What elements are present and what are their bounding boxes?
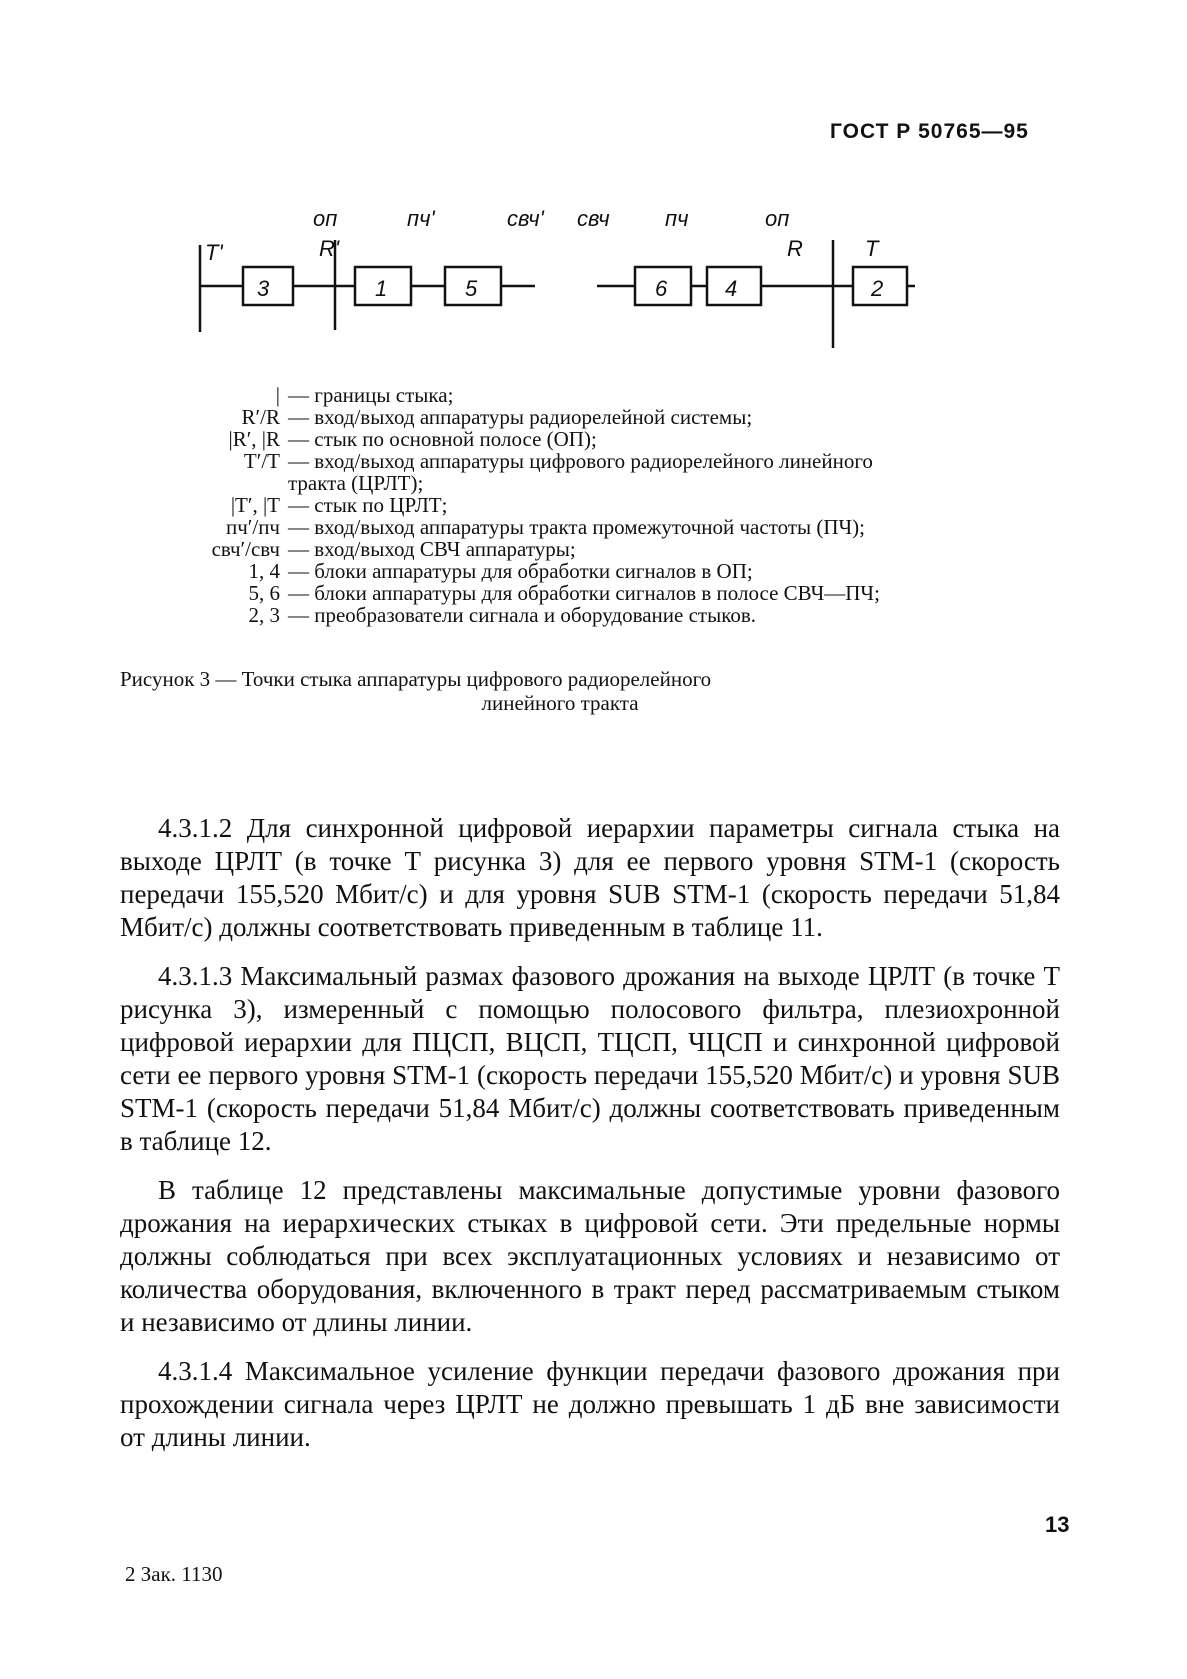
caption-line-2: линейного тракта [481,691,639,715]
paragraph-table-12: В таблице 12 представлены максимальные допустимые уровни фазового дрожания на иерархических стыках в цифровой сети. Эти предельные нормы должны соблюдаться при всех эксплуатационных условиях и независимо от количества оборудования, включенного в тракт перед рассматриваемым стыком и независимо от длины линии. [120,1175,1060,1337]
legend-item: 5, 6 — блоки аппаратуры для обработки сигналов в полосе СВЧ—ПЧ; [248,581,880,605]
block-1-label: 1 [375,276,388,301]
label-t-prime: T' [205,240,223,265]
legend-item: пч′/пч — вход/выход аппаратуры тракта промежуточной частоты (ПЧ); [225,515,865,539]
label-r-prime: R' [319,236,340,261]
label-r: R [787,236,803,261]
label-svch: свч [577,210,610,231]
body-text [120,812,1060,1470]
interface-points-diagram [195,210,915,360]
label-t: T [865,236,879,261]
page-number: 13 [1045,1512,1070,1537]
label-pch-prime: пч' [407,210,435,231]
label-pch: пч [665,210,689,231]
paragraph-4-3-1-3: 4.3.1.3 Максимальный размах фазового дрожания на выходе ЦРЛТ (в точке Т рисунка 3), измеренный с помощью полосового фильтра, плезиохронной цифровой иерархии для ПЦСП, ВЦСП, ТЦСП, ЧЦСП и синхронной цифровой сети ее первого уровня STM-1 (скорость передачи 155,520 Мбит/с) и уровня SUB STM-1 (скорость передачи 51,84 Мбит/с) должны соответствовать приведенным в таблице 12. [120,961,1060,1156]
legend-item: 1, 4 — блоки аппаратуры для обработки сигналов в ОП; [248,559,753,583]
legend-item: |T′, |T — стык по ЦРЛТ; [230,493,448,517]
block-3-label: 3 [257,276,270,301]
paragraph-4-3-1-2: 4.3.1.2 Для синхронной цифровой иерархии параметры сигнала стыка на выходе ЦРЛТ (в точке Т рисунка 3) для ее первого уровня STM-1 (скорость передачи 155,520 Мбит/с) и для уровня SUB STM-1 (скорость передачи 51,84 Мбит/с) должны соответствовать приведенным в таблице 11. [120,813,1060,942]
document-id: ГОСТ Р 50765—95 [830,120,1029,143]
legend-item: | — границы стыка; [275,383,454,407]
legend-item: свч′/свч — вход/выход СВЧ аппаратуры; [211,537,576,561]
legend-item: T′/T — вход/выход аппаратуры цифрового радиорелейного линейного [243,449,873,473]
block-4-label: 4 [725,276,738,301]
legend-item: |R′, |R — стык по основной полосе (ОП); [228,427,597,451]
block-5-label: 5 [465,276,478,301]
label-svch-prime: свч' [507,210,544,231]
order-number: 2 Зак. 1130 [125,1562,223,1586]
legend-item: R′/R — вход/выход аппаратуры радиорелейной системы; [241,405,753,429]
figure-legend [150,384,1050,626]
paragraph-4-3-1-4: 4.3.1.4 Максимальное усиление функции передачи фазового дрожания при прохождении сигнала через ЦРЛТ не должно превышать 1 дБ вне зависимости от длины линии. [120,1356,1060,1452]
legend-item-continuation: тракта (ЦРЛТ); [288,471,424,495]
block-6-label: 6 [655,276,668,301]
legend-item: 2, 3 — преобразователи сигнала и оборудование стыков. [248,603,757,627]
block-2-label: 2 [871,276,884,301]
caption-line-1: Рисунок 3 — Точки стыка аппаратуры цифрового радиорелейного [120,667,712,691]
label-op-left: оп [313,210,338,231]
figure-caption [120,667,900,715]
label-op-right: оп [765,210,790,231]
